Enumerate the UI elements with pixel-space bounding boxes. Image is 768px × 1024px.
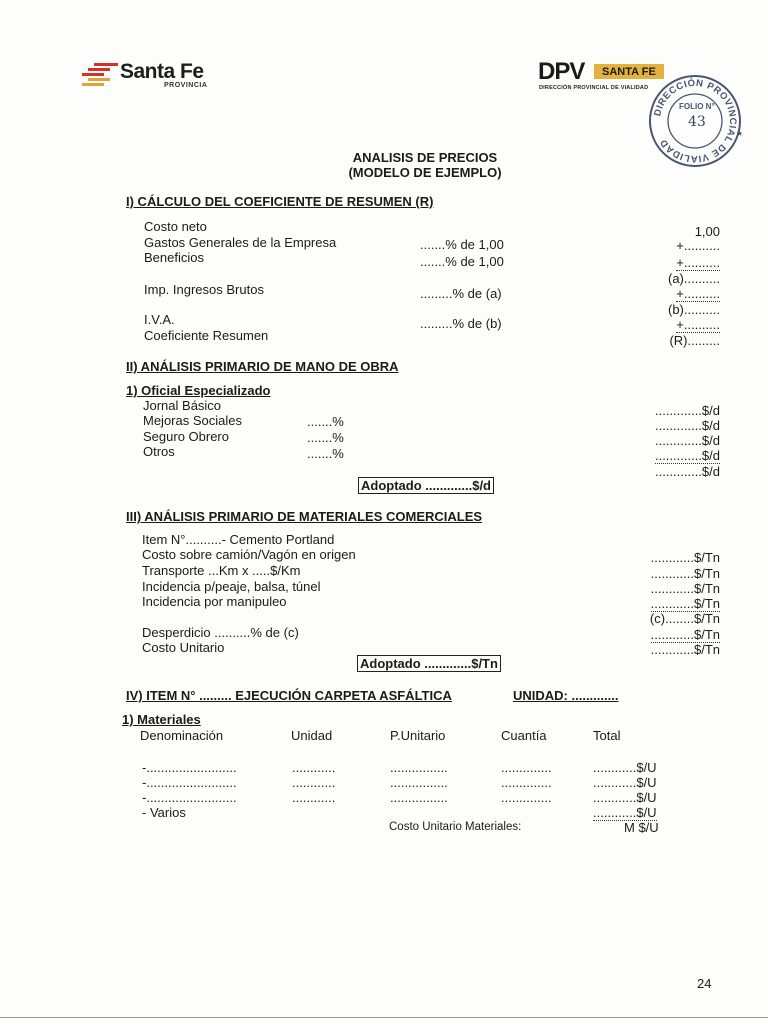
material-row-total-varios-text: ............$/U (593, 805, 657, 820)
coef-value-iva-text: +.......... (676, 317, 720, 332)
section3-heading: III) ANÁLISIS PRIMARIO DE MATERIALES COMERCIALES (126, 509, 483, 524)
coef-value-ingresos-brutos-text: +.......... (676, 286, 720, 301)
labor-value-otros-text: .............$/d (654, 448, 720, 463)
material-value-desperdicio (600, 627, 720, 642)
coef-value-r: (R)......... (669, 333, 720, 348)
column-header-total: Total (593, 728, 621, 743)
material-row-unit: ............ (292, 760, 336, 775)
labor-label-mejoras: Mejoras Sociales (143, 413, 242, 428)
coef-value-costo-neto: 1,00 (694, 224, 720, 239)
coef-value-iva (600, 317, 720, 332)
labor-value-jornal: .............$/d (654, 403, 720, 418)
material-value-costo-camion: ............$/Tn (650, 550, 720, 565)
material-row-qty: .............. (501, 775, 552, 790)
page-title (300, 150, 550, 180)
material-adopted-box: Adoptado .............$/Tn (357, 655, 501, 672)
coef-formula-iva: .........% de (b) (420, 316, 502, 331)
material-row-unit: ............ (292, 790, 336, 805)
coef-formula-beneficios: .......% de 1,00 (420, 254, 504, 269)
coef-formula-gastos: .......% de 1,00 (420, 237, 504, 252)
labor-label-seguro: Seguro Obrero (143, 429, 229, 444)
section1-heading: I) CÁLCULO DEL COEFICIENTE DE RESUMEN (R) (126, 194, 434, 209)
labor-value-mejoras: .............$/d (654, 418, 720, 433)
material-label-costo-camion: Costo sobre camión/Vagón en origen (142, 547, 356, 562)
section4-subheading: 1) Materiales (122, 712, 201, 727)
column-header-cuantia: Cuantía (501, 728, 547, 743)
labor-pct-otros: .......% (307, 446, 344, 461)
stamp-folio-number: 43 (688, 114, 706, 130)
material-row-unit: ............ (292, 775, 336, 790)
page-number: 24 (697, 976, 712, 991)
coef-label-gastos: Gastos Generales de la Empresa (144, 235, 337, 250)
svg-text:★: ★ (736, 129, 742, 138)
coef-formula-ingresos-brutos: .........% de (a) (420, 286, 502, 301)
coef-label-iva: I.V.A. (144, 312, 175, 327)
labor-adopted-box: Adoptado .............$/d (358, 477, 494, 494)
material-row-name: -......................... (142, 760, 237, 775)
dpv-logo-tag: SANTA FE (594, 64, 664, 79)
material-row-total: ............$/U (593, 775, 657, 790)
coef-label-coeficiente: Coeficiente Resumen (144, 328, 269, 343)
material-row-name: -......................... (142, 790, 237, 805)
folio-stamp (648, 74, 742, 168)
labor-label-otros: Otros (143, 444, 175, 459)
material-value-peaje: ............$/Tn (650, 581, 720, 596)
santa-fe-logo (80, 60, 220, 92)
material-row-name: -......................... (142, 775, 237, 790)
coef-label-costo-neto: Costo neto (144, 219, 207, 234)
material-label-peaje: Incidencia p/peaje, balsa, túnel (142, 579, 321, 594)
labor-pct-seguro: .......% (307, 430, 344, 445)
dpv-logo-sub: DIRECCIÓN PROVINCIAL DE VIALIDAD (539, 85, 649, 91)
santa-fe-stripes-icon (80, 62, 118, 88)
material-row-total: ............$/U (593, 760, 657, 775)
coef-value-a: (a).......... (667, 271, 720, 286)
material-label-desperdicio: Desperdicio ..........% de (c) (142, 625, 299, 640)
material-row-price: ................ (390, 775, 448, 790)
column-header-punitario: P.Unitario (390, 728, 446, 743)
material-value-desperdicio-text: ............$/Tn (650, 627, 720, 642)
page-title-line2: (MODELO DE EJEMPLO) (348, 165, 502, 180)
stamp-ring-text: DIRECCIÓN PROVINCIAL DE VIALIDAD (652, 77, 739, 165)
dpv-logo-word: DPV (538, 58, 585, 85)
material-row-qty: .............. (501, 760, 552, 775)
material-value-manipuleo-text: ............$/Tn (650, 596, 720, 611)
santa-fe-logo-word: Santa Fe (120, 60, 204, 83)
section4-heading-unit: UNIDAD: ............. (513, 688, 619, 703)
material-value-c: (c)........$/Tn (649, 611, 720, 626)
material-row-price: ................ (390, 790, 448, 805)
material-row-total-varios (593, 805, 657, 820)
coef-value-beneficios-text: +.......... (676, 255, 720, 270)
labor-label-jornal: Jornal Básico (143, 398, 222, 413)
labor-value-seguro: .............$/d (654, 433, 720, 448)
material-row-name-varios: - Varios (142, 805, 186, 820)
labor-value-total: .............$/d (654, 464, 720, 479)
coef-value-beneficios (600, 255, 720, 270)
stamp-folio-label: FOLIO N° (679, 102, 715, 111)
labor-value-otros (600, 448, 720, 463)
material-row-qty: .............. (501, 790, 552, 805)
column-header-denominacion: Denominación (140, 728, 224, 743)
santa-fe-logo-sub: PROVINCIA (164, 82, 208, 89)
material-label-costo-unitario: Costo Unitario (142, 640, 225, 655)
materials-total-label: Costo Unitario Materiales: (389, 821, 522, 833)
page-bottom-rule (0, 1017, 768, 1018)
column-header-unidad: Unidad (291, 728, 333, 743)
section2-subheading: 1) Oficial Especializado (126, 383, 271, 398)
material-value-manipuleo (600, 596, 720, 611)
coef-label-beneficios: Beneficios (144, 250, 204, 265)
labor-pct-mejoras: .......% (307, 414, 344, 429)
material-value-costo-unitario: ............$/Tn (650, 642, 720, 657)
material-label-transporte: Transporte ...Km x .....$/Km (142, 563, 301, 578)
material-label-manipuleo: Incidencia por manipuleo (142, 594, 287, 609)
coef-label-ingresos-brutos: Imp. Ingresos Brutos (144, 282, 264, 297)
material-row-price: ................ (390, 760, 448, 775)
section4-heading-item: IV) ITEM N° ......... EJECUCIÓN CARPETA ASFÁLTICA (126, 688, 452, 703)
material-row-total: ............$/U (593, 790, 657, 805)
coef-value-b: (b).......... (667, 302, 720, 317)
material-value-transporte: ............$/Tn (650, 566, 720, 581)
coef-value-ingresos-brutos (600, 286, 720, 301)
section2-heading: II) ANÁLISIS PRIMARIO DE MANO DE OBRA (126, 359, 399, 374)
page-title-line1: ANALISIS DE PRECIOS (352, 150, 498, 165)
material-label-item: Item N°..........- Cemento Portland (142, 532, 335, 547)
materials-total-value: M $/U (624, 820, 659, 835)
coef-value-gastos: +.......... (676, 238, 720, 253)
